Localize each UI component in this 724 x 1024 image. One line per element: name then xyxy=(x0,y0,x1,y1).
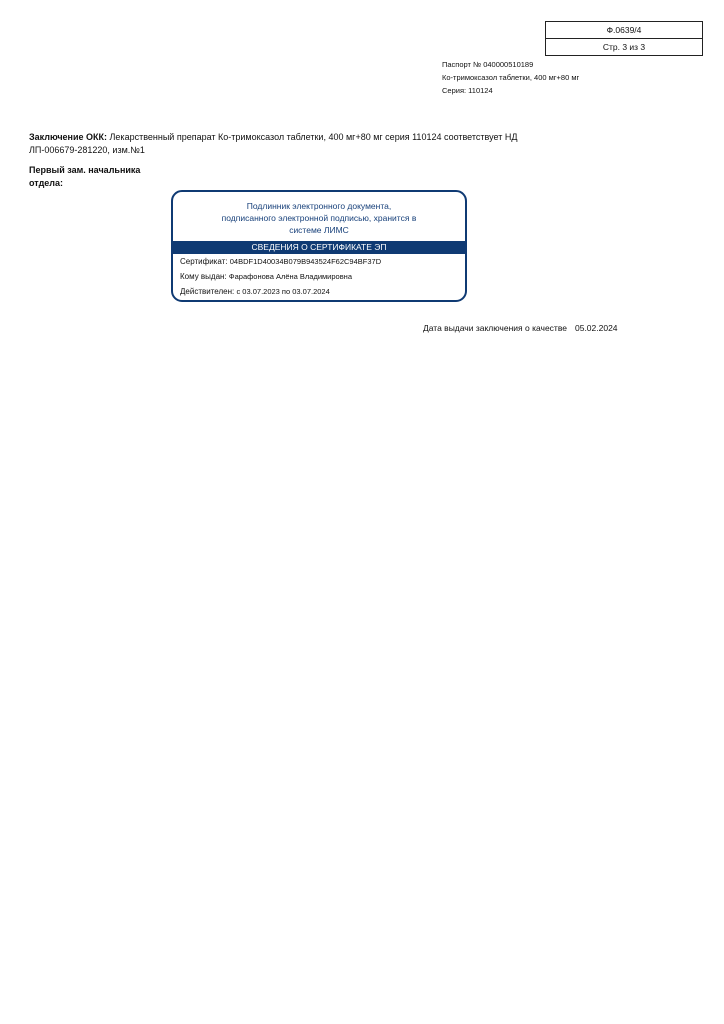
validity-row xyxy=(173,284,465,299)
issue-date-label: Дата выдачи заключения о качестве xyxy=(423,323,567,333)
stamp-notice xyxy=(173,192,465,241)
conclusion-label: Заключение ОКК: xyxy=(29,132,108,142)
certificate-value: 04BDF1D40034B079B943524F62C94BF37D xyxy=(229,257,382,266)
issue-date-line xyxy=(423,323,618,333)
stamp-header: СВЕДЕНИЯ О СЕРТИФИКАТЕ ЭП xyxy=(173,241,465,254)
stamp-notice-line1: Подлинник электронного документа, xyxy=(246,201,392,211)
certificate-label: Сертификат: xyxy=(180,257,228,266)
passport-block xyxy=(442,58,579,97)
issue-date-value: 05.02.2024 xyxy=(574,323,618,333)
signer-title-line2: отдела: xyxy=(29,178,64,188)
stamp-notice-line3: системе ЛИМС xyxy=(289,225,349,235)
form-code-box xyxy=(545,21,703,56)
owner-label: Кому выдан: xyxy=(180,272,227,281)
form-code: Ф.0639/4 xyxy=(606,25,642,35)
passport-series: Серия: 110124 xyxy=(442,86,493,95)
conclusion-nd: ЛП-006679-281220, изм.№1 xyxy=(29,145,145,155)
conclusion-text: Лекарственный препарат Ко-тримоксазол таблетки, 400 мг+80 мг серия 110124 соответствует НД xyxy=(107,132,518,142)
page-number: Стр. 3 из 3 xyxy=(546,38,702,55)
owner-row xyxy=(173,269,465,284)
passport-product: Ко-тримоксазол таблетки, 400 мг+80 мг xyxy=(442,73,580,82)
signer-title-line1: Первый зам. начальника xyxy=(29,165,141,175)
validity-value: с 03.07.2023 по 03.07.2024 xyxy=(236,287,330,296)
stamp-notice-line2: подписанного электронной подписью, хранится в xyxy=(221,213,417,223)
passport-number: Паспорт № 040000510189 xyxy=(442,60,534,69)
validity-label: Действителен: xyxy=(180,287,235,296)
owner-value: Фарафонова Алёна Владимировна xyxy=(228,272,352,281)
e-signature-stamp xyxy=(171,190,467,302)
conclusion-block xyxy=(29,131,589,157)
certificate-row xyxy=(173,254,465,269)
signer-title xyxy=(29,164,159,190)
